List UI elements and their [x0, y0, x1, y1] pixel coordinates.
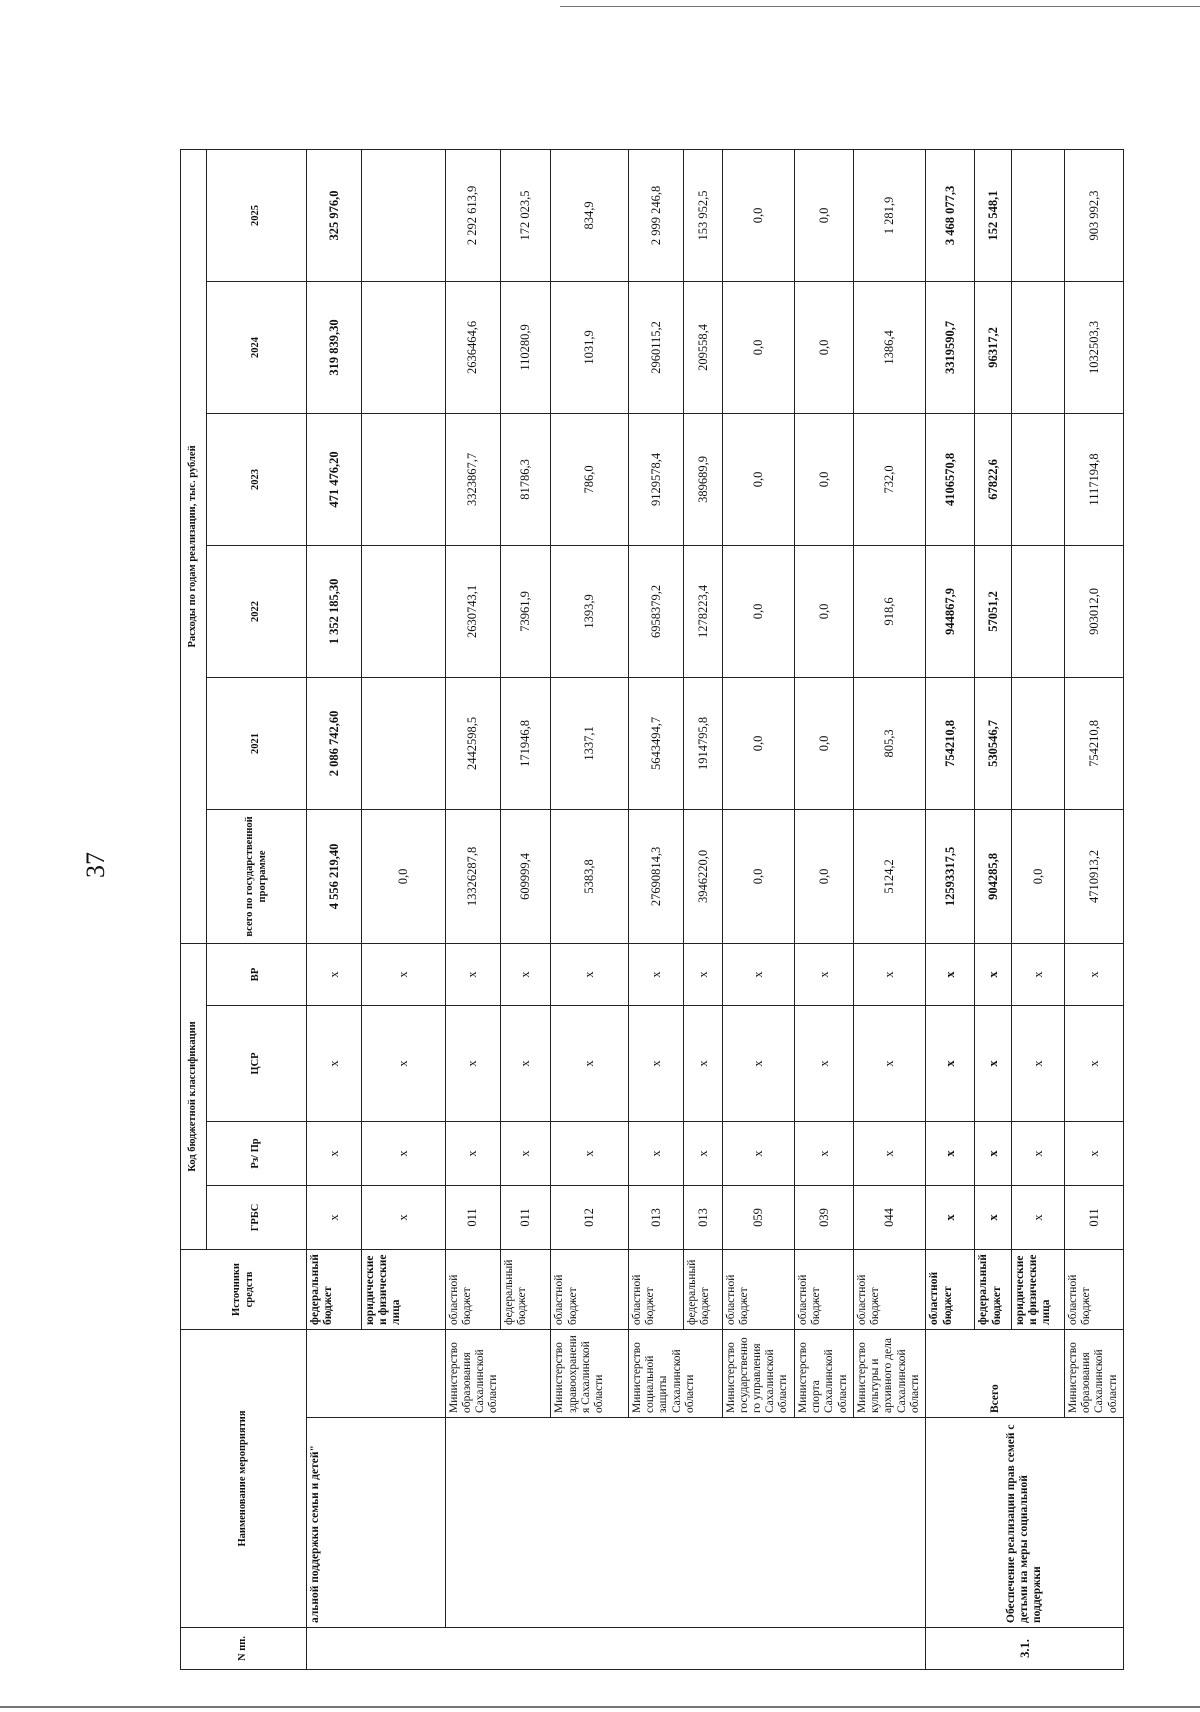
vr: x [722, 943, 794, 1005]
year-2023: 389689,9 [683, 413, 722, 545]
total: 27690814,3 [628, 809, 683, 943]
year-2023: 1117194,8 [1064, 413, 1123, 545]
rzpr: x [307, 1121, 362, 1185]
source: областной бюджет [1064, 1249, 1123, 1329]
year-2023: 3323867,7 [445, 413, 500, 545]
source: федеральный бюджет [683, 1249, 722, 1329]
header-year-2023: 2023 [207, 413, 307, 545]
rzpr: x [683, 1121, 722, 1185]
rzpr: x [1011, 1121, 1064, 1185]
grbs: 011 [445, 1185, 500, 1249]
vr: x [362, 943, 446, 1005]
year-2025: 1 281,9 [853, 149, 925, 281]
total: 4710913,2 [1064, 809, 1123, 943]
year-2021: 754210,8 [926, 677, 975, 809]
source: областной бюджет [853, 1249, 925, 1329]
expenses-table [180, 149, 1124, 1670]
source: областной бюджет [445, 1249, 500, 1329]
responsible: Министерство образования Сахалинской области [1064, 1329, 1123, 1417]
table-row [445, 149, 500, 1669]
header-expenses-group: Расходы по годам реализации, тыс. рублей [181, 149, 207, 943]
year-2023: 0,0 [722, 413, 794, 545]
year-2025: 2 999 246,8 [628, 149, 683, 281]
total: 5383,8 [551, 809, 628, 943]
year-2023: 81786,3 [500, 413, 551, 545]
grbs: 011 [500, 1185, 551, 1249]
vr: x [926, 943, 975, 1005]
year-2022: 6958379,2 [628, 545, 683, 677]
year-2023: 9129578,4 [628, 413, 683, 545]
grbs: 013 [628, 1185, 683, 1249]
source: областной бюджет [628, 1249, 683, 1329]
grbs: x [975, 1185, 1012, 1249]
vr: x [307, 943, 362, 1005]
year-2023: 4106570,8 [926, 413, 975, 545]
rzpr: x [722, 1121, 794, 1185]
total: 3946220,0 [683, 809, 722, 943]
total: 0,0 [362, 809, 446, 943]
rzpr: x [975, 1121, 1012, 1185]
header-year-2024: 2024 [207, 281, 307, 413]
header-vr: ВР [207, 943, 307, 1005]
header-year-2022: 2022 [207, 545, 307, 677]
source: федеральный бюджет [500, 1249, 551, 1329]
csr: x [683, 1005, 722, 1121]
page-number: 37 [81, 852, 110, 878]
header-year-2021: 2021 [207, 677, 307, 809]
header-rzpr: Рз/ Пр [207, 1121, 307, 1185]
year-2024: 1386,4 [853, 281, 925, 413]
year-2021: 2442598,5 [445, 677, 500, 809]
csr: x [1011, 1005, 1064, 1121]
rzpr: x [926, 1121, 975, 1185]
year-2021: 2 086 742,60 [307, 677, 362, 809]
activity-name: альной поддержки семьи и детей" [307, 1418, 446, 1628]
year-2024: 3319590,7 [926, 281, 975, 413]
grbs: x [362, 1185, 446, 1249]
year-2021: 0,0 [722, 677, 794, 809]
year-2021: 0,0 [795, 677, 854, 809]
header-total: всего по государственной программе [207, 809, 307, 943]
grbs: 059 [722, 1185, 794, 1249]
grbs: x [1011, 1185, 1064, 1249]
csr: x [362, 1005, 446, 1121]
csr: x [722, 1005, 794, 1121]
rzpr: x [853, 1121, 925, 1185]
activity-name: Обеспечение реализации прав семей с детьми на меры социальной поддержки [926, 1418, 1124, 1628]
vr: x [1011, 943, 1064, 1005]
year-2025: 903 992,3 [1064, 149, 1123, 281]
total: 12593317,5 [926, 809, 975, 943]
year-2022: 73961,9 [500, 545, 551, 677]
responsible: Министерство образования Сахалинской области [445, 1329, 551, 1417]
year-2025: 325 976,0 [307, 149, 362, 281]
year-2021 [1011, 677, 1064, 809]
year-2021: 171946,8 [500, 677, 551, 809]
rzpr: x [500, 1121, 551, 1185]
vr: x [795, 943, 854, 1005]
year-2025 [362, 149, 446, 281]
year-2021: 1914795,8 [683, 677, 722, 809]
year-2021: 5643494,7 [628, 677, 683, 809]
header-name: Наименование мероприятия [181, 1329, 307, 1627]
rzpr: x [445, 1121, 500, 1185]
csr: x [500, 1005, 551, 1121]
rotated-table-container [180, 150, 1124, 1670]
year-2024: 2960115,2 [628, 281, 683, 413]
responsible: Министерство культуры и архивного дела Сахалинской области [853, 1329, 925, 1417]
year-2024: 1031,9 [551, 281, 628, 413]
source: областной бюджет [926, 1249, 975, 1329]
total: 5124,2 [853, 809, 925, 943]
responsible: Министерство спорта Сахалинской области [795, 1329, 854, 1417]
total: 13326287,8 [445, 809, 500, 943]
source: федеральный бюджет [975, 1249, 1012, 1329]
year-2024: 1032503,3 [1064, 281, 1123, 413]
year-2024: 110280,9 [500, 281, 551, 413]
vr: x [853, 943, 925, 1005]
csr: x [551, 1005, 628, 1121]
year-2024: 319 839,30 [307, 281, 362, 413]
total: 4 556 219,40 [307, 809, 362, 943]
year-2022: 0,0 [722, 545, 794, 677]
year-2024: 96317,2 [975, 281, 1012, 413]
total: 0,0 [795, 809, 854, 943]
grbs: 044 [853, 1185, 925, 1249]
year-2025: 2 292 613,9 [445, 149, 500, 281]
vr: x [551, 943, 628, 1005]
grbs: 012 [551, 1185, 628, 1249]
total: 0,0 [722, 809, 794, 943]
year-2023 [362, 413, 446, 545]
scan-edge-top [560, 6, 1200, 7]
row-num [307, 1628, 926, 1670]
vr: x [975, 943, 1012, 1005]
table-row [307, 149, 362, 1669]
responsible: Министерство государственного управления Сахалинской области [722, 1329, 794, 1417]
vr: x [628, 943, 683, 1005]
responsible: Министерство социальной защиты Сахалинской области [628, 1329, 722, 1417]
year-2022: 918,6 [853, 545, 925, 677]
grbs: 011 [1064, 1185, 1123, 1249]
year-2025: 0,0 [795, 149, 854, 281]
year-2021: 1337,1 [551, 677, 628, 809]
year-2023: 786,0 [551, 413, 628, 545]
year-2022 [1011, 545, 1064, 677]
header-year-2025: 2025 [207, 149, 307, 281]
csr: x [975, 1005, 1012, 1121]
year-2024: 2636464,6 [445, 281, 500, 413]
year-2022: 1278223,4 [683, 545, 722, 677]
header-code-group: Код бюджетной классификации [181, 943, 207, 1249]
source: областной бюджет [551, 1249, 628, 1329]
year-2022: 1 352 185,30 [307, 545, 362, 677]
year-2022: 944867,9 [926, 545, 975, 677]
csr: x [795, 1005, 854, 1121]
year-2022: 0,0 [795, 545, 854, 677]
year-2025: 834,9 [551, 149, 628, 281]
total: 0,0 [1011, 809, 1064, 943]
activity-name [445, 1418, 926, 1628]
year-2022: 2630743,1 [445, 545, 500, 677]
year-2021: 754210,8 [1064, 677, 1123, 809]
year-2021: 805,3 [853, 677, 925, 809]
year-2025: 0,0 [722, 149, 794, 281]
year-2023: 67822,6 [975, 413, 1012, 545]
year-2025: 152 548,1 [975, 149, 1012, 281]
year-2025: 3 468 077,3 [926, 149, 975, 281]
table-row [926, 149, 975, 1669]
csr: x [1064, 1005, 1123, 1121]
responsible: Всего [926, 1329, 1065, 1417]
vr: x [445, 943, 500, 1005]
rzpr: x [795, 1121, 854, 1185]
responsible [307, 1329, 446, 1417]
source: юридические и физические лица [1011, 1249, 1064, 1329]
responsible: Министерство здравоохранения Сахалинской области [551, 1329, 628, 1417]
year-2022: 57051,2 [975, 545, 1012, 677]
year-2021 [362, 677, 446, 809]
source: федеральный бюджет [307, 1249, 362, 1329]
header-csr: ЦСР [207, 1005, 307, 1121]
year-2025: 153 952,5 [683, 149, 722, 281]
header-num: N пп. [181, 1628, 307, 1670]
total: 904285,8 [975, 809, 1012, 943]
source: юридические и физические лица [362, 1249, 446, 1329]
year-2025: 172 023,5 [500, 149, 551, 281]
year-2022: 903012,0 [1064, 545, 1123, 677]
year-2022 [362, 545, 446, 677]
rzpr: x [551, 1121, 628, 1185]
year-2023: 0,0 [795, 413, 854, 545]
year-2025 [1011, 149, 1064, 281]
scan-edge-bottom [0, 1706, 1200, 1708]
vr: x [500, 943, 551, 1005]
row-num: 3.1. [926, 1628, 1124, 1670]
grbs: x [307, 1185, 362, 1249]
grbs: x [926, 1185, 975, 1249]
year-2024: 0,0 [795, 281, 854, 413]
vr: x [1064, 943, 1123, 1005]
year-2023: 732,0 [853, 413, 925, 545]
csr: x [926, 1005, 975, 1121]
year-2024 [362, 281, 446, 413]
rzpr: x [1064, 1121, 1123, 1185]
year-2024 [1011, 281, 1064, 413]
csr: x [307, 1005, 362, 1121]
vr: x [683, 943, 722, 1005]
header-sources: Источники средств [181, 1249, 307, 1329]
year-2024: 0,0 [722, 281, 794, 413]
year-2023: 471 476,20 [307, 413, 362, 545]
csr: x [445, 1005, 500, 1121]
grbs: 013 [683, 1185, 722, 1249]
csr: x [628, 1005, 683, 1121]
grbs: 039 [795, 1185, 854, 1249]
year-2023 [1011, 413, 1064, 545]
source: областной бюджет [795, 1249, 854, 1329]
total: 609999,4 [500, 809, 551, 943]
year-2022: 1393,9 [551, 545, 628, 677]
year-2024: 209558,4 [683, 281, 722, 413]
rzpr: x [628, 1121, 683, 1185]
source: областной бюджет [722, 1249, 794, 1329]
rzpr: x [362, 1121, 446, 1185]
csr: x [853, 1005, 925, 1121]
header-grbs: ГРБС [207, 1185, 307, 1249]
year-2021: 530546,7 [975, 677, 1012, 809]
